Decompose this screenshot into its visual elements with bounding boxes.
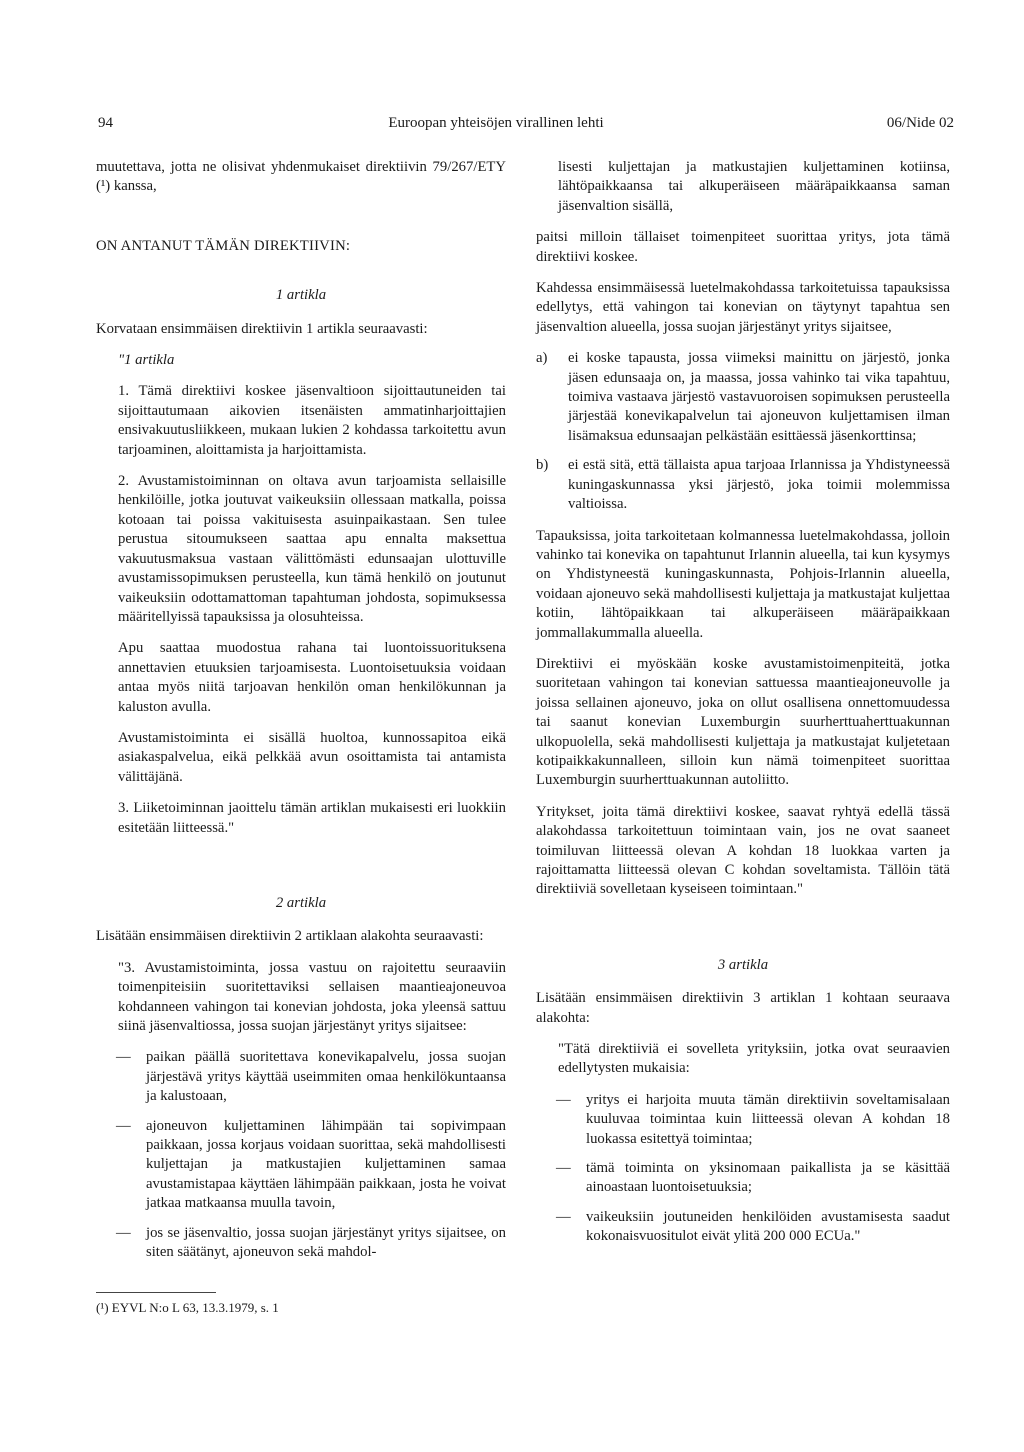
third-indent-paragraph: Tapauksissa, joita tarkoitetaan kolmannessa luetelmakohdassa, jolloin vahinko tai konevika on tapahtunut Irlannin alueella, tai kun kysymys on Yhdistyneestä kuningaskunnasta, Pohjois-Irlannin alueella, voidaan ajoneuvo sekä mahdollisesti kuljettaja ja matkustajat kuljettaa kotiin, lähtöpaikkaan tai alkuperäiseen määräpaikkaan jommallakummalla alueella. bbox=[536, 527, 950, 641]
article-3-title: 3 artikla bbox=[717, 956, 769, 973]
paragraph-1: 1. Tämä direktiivi koskee jäsenvaltioon sijoittautuneiden tai sijoittautumaan aikovien itsenäisten ammatinharjoittajien ensivakuutusliikkeen, mukaan lukien 2 kohdassa tarkoitettu avun tarjoaminen, aloittamista ja harjoittamista. bbox=[118, 383, 506, 458]
list-item: — jos se jäsenvaltio, jossa suojan järjestänyt yritys sijaitsee, on siten säätänyt, ajoneuvon sekä mahdol- bbox=[116, 1224, 506, 1261]
exception-paragraph: paitsi milloin tällaiset toimenpiteet suorittaa yritys, jota tämä direktiivi koskee. bbox=[536, 229, 950, 265]
continuation-paragraph: lisesti kuljettajan ja matkustajien kuljettaminen kotiinsa, lähtöpaikkaansa tai alkuperäiseen määräpaikkaansa saman jäsenvaltion sisällä, bbox=[558, 159, 950, 214]
paragraph-2: 2. Avustamistoiminnan on oltava avun tarjoamista sellaisille henkilöille, jotka joutuvat vaikeuksiin ollessaan matkalla, poissa kotoaan tai poissa vakituisesta asuinpaikastaan. Sen tulee perustua sitoumukseen saattaa apu ennalta maksettua vakuutusmaksua vastaan välittömästi edunsaajan ulottuville avustamissopimuksen perusteella, kun tämä henkilö on joutunut vaikeuksiin odottamattoman tapahtuman johdosta, sopimuksessa määritellyissä tapauksissa ja olosuhteissa. bbox=[118, 473, 506, 625]
page-number: 94 bbox=[98, 115, 113, 131]
article-1-title: 1 artikla bbox=[275, 287, 327, 304]
list-item: — ajoneuvon kuljettaminen lähimpään tai sopivimpaan paikkaan, jossa korjaus voidaan suorittaa, sekä mahdollisesti kuljettajan ja matkustajien kuljettaminen samaa avustamistapaa käyttäen lähimpään paikkaan, josta he voivat jatkaa matkaansa muulla tavoin, bbox=[116, 1117, 506, 1212]
enactment-heading: ON ANTANUT TÄMÄN DIREKTIIVIN: bbox=[96, 237, 351, 254]
paragraph-avustamistoiminta: Avustamistoiminta ei sisällä huoltoa, kunnossapitoa eikä asiakaspalvelua, eikä pelkkää avun osoittamista tai antamista välittäjänä. bbox=[118, 729, 506, 785]
list-item: a) ei koske tapausta, jossa viimeksi mainittu on järjestö, jonka jäsen edunsaaja on, ja maassa, jossa vahinko tai vika tapahtuu, toimiva vastaava järjestö vastavuoroisen sopimuksen perusteella järjestää konevikapalvelun tai ajoneuvon kuljettamisen ilman lisämaksua edunsaajan pelkästään esittäessä jäsenkorttinsa; bbox=[536, 350, 950, 444]
journal-title: Euroopan yhteisöjen virallinen lehti bbox=[388, 115, 604, 131]
paragraph-3: 3. Liiketoiminnan jaoittelu tämän artiklan mukaisesti eri luokkiin esitetään liitteessä." bbox=[118, 800, 506, 836]
list-item: — tämä toiminta on yksinomaan paikallista ja se käsittää ainoastaan luontoisetuuksia; bbox=[556, 1160, 950, 1196]
ab-list bbox=[536, 349, 950, 514]
article-2-title: 2 artikla bbox=[275, 894, 327, 911]
footnote: (¹) EYVL N:o L 63, 13.3.1979, s. 1 bbox=[96, 1300, 279, 1316]
luxembourg-paragraph: Direktiivi ei myöskään koske avustamistoimenpiteitä, jotka suoritetaan vahingon tai konevian sattuessa maantieajoneuvolle ja joissa sellainen ajoneuvo, joka on ollut osallisena onnettomuudessa tai saanut konevian Luxemburgin suurherttuaherttuakunnan ulkopuolella, sekä mahdollisesti kuljettaja ja matkustajat kuljetetaan kotipaikkakunnalleen, silloin kun nämä toimenpiteet suorittaa Luxemburgin suurherttuakunnan autoliitto. bbox=[536, 655, 950, 789]
replace-article-paragraph: Korvataan ensimmäisen direktiivin 1 artikla seuraavasti: bbox=[96, 320, 428, 337]
running-header bbox=[98, 112, 954, 134]
intro-paragraph: muutettava, jotta ne olisivat yhdenmukaiset direktiivin 79/267/ETY (¹) kanssa, bbox=[96, 159, 506, 195]
quoted-point-3: "3. Avustamistoiminta, jossa vastuu on rajoitettu seuraaviin toimenpiteisiin suoritettaviksi sellaisen maantieajoneuvoa kohdanneen vahingon tai konevian johdosta, joka yleensä sattuu siinä jäsenvaltiossa, jossa suojan järjestänyt yritys sijaitsee: bbox=[118, 959, 506, 1034]
left-dash-list bbox=[96, 1048, 506, 1262]
first-two-indents-paragraph: Kahdessa ensimmäisessä luetelmakohdassa tarkoitetuissa tapauksissa edellytys, että vahingon tai konevian on täytynyt tapahtua sen jäsenvaltion alueella, jossa suojan järjestänyt yritys sijaitsee, bbox=[536, 280, 950, 335]
list-item: — vaikeuksiin joutuneiden henkilöiden avustamisesta saadut kokonaisvuositulot eivät ylitä 200 000 ECUa." bbox=[556, 1208, 950, 1245]
paragraph-apu: Apu saattaa muodostua rahana tai luontoissuorituksena annettavien etuuksien tarjoamisesta. Luontoisetuuksia voidaan antaa myös niitä tarjoavan henkilön oman henkilökunnan ja kaluston avulla. bbox=[118, 640, 506, 715]
footnote-divider bbox=[96, 1292, 216, 1293]
right-column bbox=[536, 158, 950, 1259]
add-subparagraph-paragraph: Lisätään ensimmäisen direktiivin 2 artiklaan alakohta seuraavasti: bbox=[96, 928, 484, 945]
list-item: — paikan päällä suoritettava konevikapalvelu, jossa suojan järjestävä yritys käyttää useimmiten omaa henkilökuntaansa ja kalustoaan, bbox=[116, 1049, 506, 1105]
issue-label: 06/Nide 02 bbox=[886, 115, 954, 131]
undertakings-paragraph: Yritykset, joita tämä direktiivi koskee, saavat ryhtyä edellä tässä alakohdassa tarkoitettuun toimintaan vain, jos ne ovat saaneet toimiluvan liitteessä olevan A kohdan 18 luokkaa varten ja rajoittamatta liitteessä olevan C kohdan soveltamista. Tällöin tätä direktiiviä sovelletaan kyseiseen toimintaan." bbox=[536, 803, 950, 898]
left-column bbox=[96, 158, 506, 1316]
exemption-intro: "Tätä direktiiviä ei sovelleta yrityksiin, jotka ovat seuraavien edellytysten mukaisia: bbox=[558, 1041, 950, 1077]
list-item: b) ei estä sitä, että tällaista apua tarjoaa Irlannissa ja Yhdistyneessä kuningaskunnassa yksi järjestö, joka toimii molemmissa valtioissa. bbox=[536, 457, 950, 513]
right-dash-list bbox=[536, 1091, 950, 1247]
list-item: — yritys ei harjoita muuta tämän direktiivin soveltamisalaan kuuluvaa toimintaa kuin liitteessä olevan A kohdan 18 luokassa esitettyä toimintaa; bbox=[556, 1091, 950, 1147]
quoted-article-1-title: "1 artikla bbox=[118, 352, 175, 369]
add-article-3-paragraph: Lisätään ensimmäisen direktiivin 3 artiklan 1 kohtaan seuraava alakohta: bbox=[536, 990, 950, 1026]
